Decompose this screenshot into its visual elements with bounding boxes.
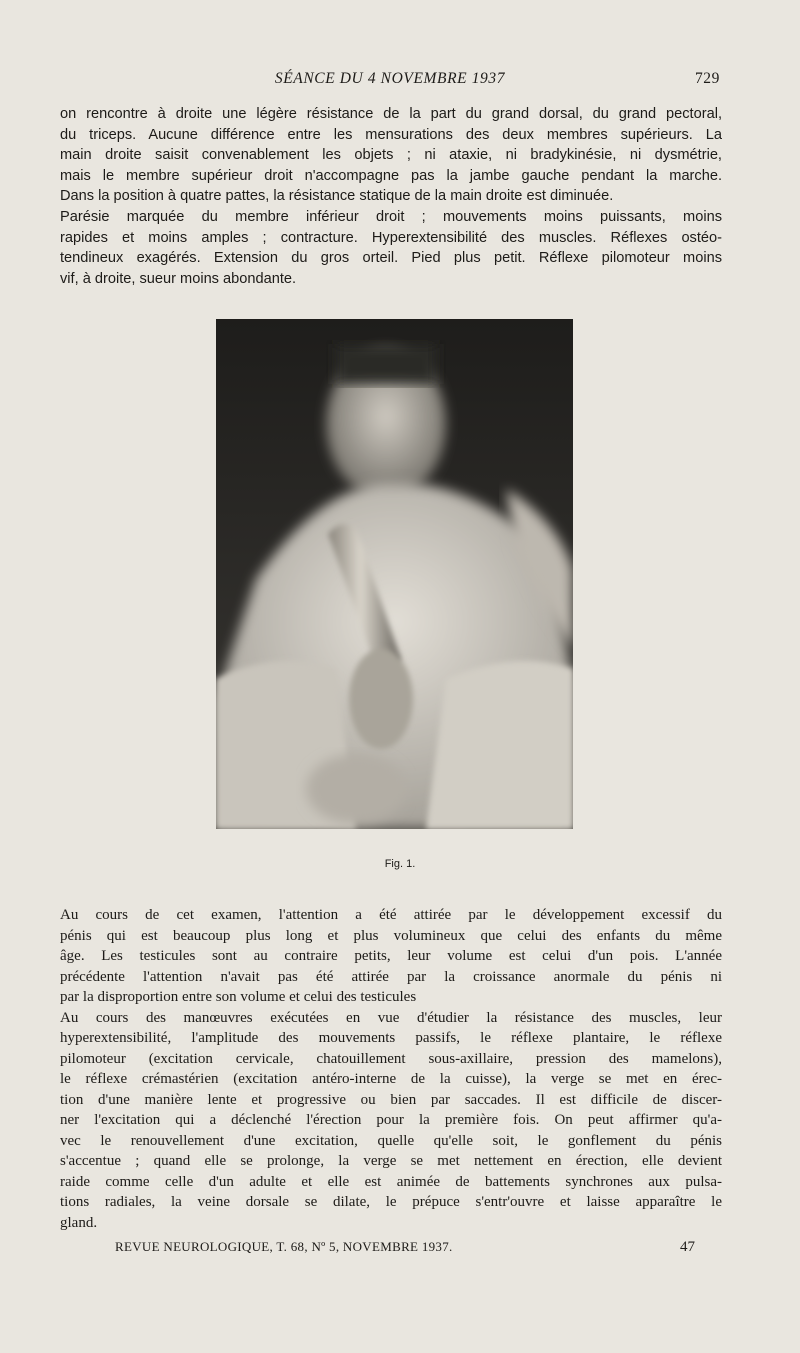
text-line: Dans la position à quatre pattes, la résistance statique de la main droite est diminuée. xyxy=(60,188,614,205)
text-line: gland. xyxy=(60,1214,98,1231)
text-line: du triceps. Aucune différence entre les mensurations des deux membres supérieurs. La xyxy=(60,126,722,143)
top-paragraph xyxy=(60,104,722,289)
text-line: rapides et moins amples ; contracture. Hyperextensibilité des muscles. Réflexes ostéo- xyxy=(60,229,722,246)
text-line: tion d'une manière lente et progressive ou bien par saccades. Il est difficile de discer- xyxy=(60,1091,722,1108)
journal-reference: REVUE NEUROLOGIQUE, T. 68, Nº 5, NOVEMBRE 1937. xyxy=(115,1239,453,1254)
text-line: ner l'excitation qui a déclenché l'érection pour la première fois. On peut affirmer qu'a- xyxy=(60,1112,722,1128)
text-line: vec le renouvellement d'une excitation, quelle qu'elle soit, le gonflement du pénis xyxy=(60,1132,722,1149)
text-line: hyperextensibilité, l'amplitude des mouvements passifs, le réflexe plantaire, le réflexe xyxy=(60,1030,722,1046)
text-line: tions radiales, la veine dorsale se dilate, le prépuce s'entr'ouvre et laisse apparaître le xyxy=(60,1194,722,1210)
figure-caption: Fig. 1. xyxy=(384,858,416,870)
figure-photograph xyxy=(216,319,573,829)
text-line: mais le membre supérieur droit n'accompagne pas la jambe gauche pendant la marche. xyxy=(60,167,722,184)
text-line: Au cours de cet examen, l'attention a été attirée par le développement excessif du xyxy=(60,907,722,923)
text-line: s'accentue ; quand elle se prolonge, la verge se met nettement en érection, elle devient xyxy=(60,1153,722,1169)
page-number: 729 xyxy=(694,70,720,87)
text-line: pénis qui est beaucoup plus long et plus volumineux que celui des enfants du même xyxy=(60,927,722,944)
text-line: Parésie marquée du membre inférieur droit ; mouvements moins puissants, moins xyxy=(60,208,722,225)
text-line: pilomoteur (excitation cervicale, chatouillement sous-axillaire, pression des mamelons), xyxy=(60,1050,722,1067)
bottom-paragraphs xyxy=(60,905,722,1233)
text-line: raide comme celle d'un adulte et elle est animée de battements synchrones aux pulsa- xyxy=(60,1173,722,1190)
page-footer xyxy=(115,1239,695,1259)
text-line: le réflexe crémastérien (excitation antéro-interne de la cuisse), la verge se met en érec- xyxy=(60,1071,722,1087)
clinical-photograph xyxy=(216,319,573,829)
running-head xyxy=(60,70,720,92)
sheet-number: 47 xyxy=(680,1239,695,1255)
text-line: tendineux exagérés. Extension du gros orteil. Pied plus petit. Réflexe pilomoteur moins xyxy=(60,250,722,267)
text-line: on rencontre à droite une légère résistance de la part du grand dorsal, du grand pectoral, xyxy=(60,106,722,122)
text-line: main droite saisit convenablement les objets ; ni ataxie, ni bradykinésie, ni dysmétrie, xyxy=(60,147,722,164)
text-line: Au cours des manœuvres exécutées en vue d'étudier la résistance des muscles, leur xyxy=(60,1009,722,1026)
running-head-title: SÉANCE DU 4 NOVEMBRE 1937 xyxy=(274,70,506,87)
text-line: par la disproportion entre son volume et celui des testicules xyxy=(60,989,417,1005)
text-line: âge. Les testicules sont au contraire petits, leur volume est celui d'un pois. L'année xyxy=(60,948,722,964)
text-line: vif, à droite, sueur moins abondante. xyxy=(60,270,297,287)
text-line: précédente l'attention n'avait pas été attirée par la croissance anormale du pénis ni xyxy=(60,968,722,985)
